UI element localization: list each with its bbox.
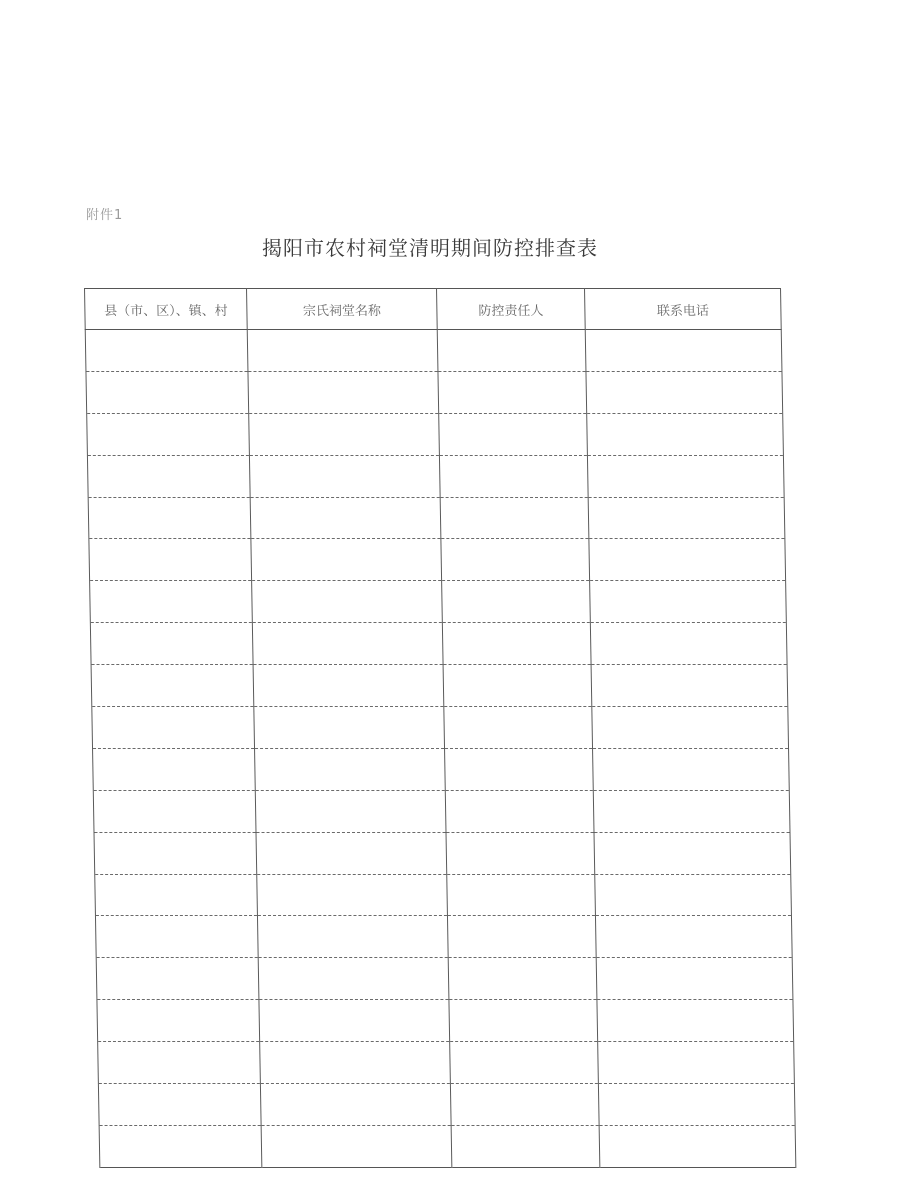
cell-ancestral-hall-name: [249, 455, 440, 497]
cell-contact-phone: [591, 665, 788, 707]
table-row: [86, 371, 783, 413]
cell-responsible-person: [446, 832, 595, 874]
cell-contact-phone: [599, 1125, 796, 1167]
cell-contact-phone: [592, 707, 789, 749]
cell-contact-phone: [593, 790, 790, 832]
cell-location: [89, 539, 252, 581]
cell-contact-phone: [595, 916, 792, 958]
cell-responsible-person: [442, 581, 591, 623]
cell-location: [95, 874, 258, 916]
cell-responsible-person: [449, 1000, 598, 1042]
header-contact-phone: 联系电话: [585, 289, 782, 330]
cell-responsible-person: [448, 958, 597, 1000]
survey-table: [84, 288, 796, 1168]
cell-responsible-person: [444, 707, 593, 749]
cell-location: [86, 371, 249, 413]
cell-ancestral-hall-name: [252, 623, 443, 665]
cell-ancestral-hall-name: [257, 874, 448, 916]
cell-location: [98, 1042, 261, 1084]
cell-ancestral-hall-name: [260, 1042, 451, 1084]
cell-location: [93, 790, 256, 832]
cell-responsible-person: [443, 665, 592, 707]
cell-location: [90, 581, 253, 623]
table-row: [93, 748, 790, 790]
cell-location: [92, 707, 255, 749]
cell-ancestral-hall-name: [260, 1084, 451, 1126]
table-header: [85, 289, 782, 330]
table-row: [85, 330, 782, 372]
header-row: [85, 289, 782, 330]
cell-contact-phone: [593, 748, 790, 790]
cell-ancestral-hall-name: [259, 1000, 450, 1042]
table-row: [87, 413, 784, 455]
table-row: [87, 455, 784, 497]
table-row: [90, 581, 787, 623]
cell-ancestral-hall-name: [247, 330, 438, 372]
cell-contact-phone: [587, 455, 784, 497]
cell-location: [88, 497, 251, 539]
cell-contact-phone: [596, 958, 793, 1000]
cell-contact-phone: [589, 539, 786, 581]
cell-contact-phone: [597, 1000, 794, 1042]
table-row: [88, 497, 785, 539]
cell-responsible-person: [447, 874, 596, 916]
cell-responsible-person: [438, 371, 587, 413]
document-title: 揭阳市农村祠堂清明期间防控排查表: [262, 236, 598, 260]
cell-location: [94, 832, 257, 874]
cell-responsible-person: [439, 455, 588, 497]
cell-ancestral-hall-name: [248, 371, 439, 413]
cell-responsible-person: [437, 330, 586, 372]
cell-location: [90, 623, 253, 665]
cell-responsible-person: [450, 1084, 599, 1126]
table-row: [98, 1042, 795, 1084]
cell-contact-phone: [598, 1042, 795, 1084]
header-location: 县（市、区）、镇、村: [85, 289, 248, 330]
cell-location: [95, 916, 258, 958]
attachment-label: 附件1: [86, 208, 124, 223]
cell-responsible-person: [450, 1042, 599, 1084]
cell-contact-phone: [590, 623, 787, 665]
cell-location: [99, 1125, 262, 1167]
cell-ancestral-hall-name: [253, 665, 444, 707]
cell-ancestral-hall-name: [256, 832, 447, 874]
cell-ancestral-hall-name: [257, 916, 448, 958]
cell-contact-phone: [590, 581, 787, 623]
cell-location: [87, 455, 250, 497]
table-row: [94, 832, 791, 874]
cell-responsible-person: [441, 539, 590, 581]
header-responsible-person: 防控责任人: [437, 289, 586, 330]
cell-contact-phone: [598, 1084, 795, 1126]
table-row: [97, 1000, 794, 1042]
cell-responsible-person: [445, 790, 594, 832]
cell-location: [97, 1000, 260, 1042]
cell-ancestral-hall-name: [258, 958, 449, 1000]
table-row: [92, 707, 789, 749]
cell-contact-phone: [594, 832, 791, 874]
cell-ancestral-hall-name: [254, 707, 445, 749]
cell-responsible-person: [445, 748, 594, 790]
table-row: [98, 1084, 795, 1126]
table-row: [95, 916, 792, 958]
cell-location: [96, 958, 259, 1000]
cell-responsible-person: [451, 1125, 600, 1167]
cell-responsible-person: [439, 413, 588, 455]
cell-contact-phone: [586, 371, 783, 413]
cell-responsible-person: [447, 916, 596, 958]
cell-responsible-person: [442, 623, 591, 665]
table-row: [96, 958, 793, 1000]
cell-contact-phone: [588, 497, 785, 539]
survey-table-container: [84, 288, 795, 1166]
table-body: [85, 330, 796, 1168]
table-row: [99, 1125, 796, 1167]
table-row: [93, 790, 790, 832]
cell-ancestral-hall-name: [251, 539, 442, 581]
cell-location: [85, 330, 248, 372]
cell-contact-phone: [595, 874, 792, 916]
cell-location: [93, 748, 256, 790]
cell-responsible-person: [440, 497, 589, 539]
cell-location: [87, 413, 250, 455]
cell-ancestral-hall-name: [249, 413, 440, 455]
cell-contact-phone: [585, 330, 782, 372]
cell-contact-phone: [587, 413, 784, 455]
cell-location: [98, 1084, 261, 1126]
cell-ancestral-hall-name: [261, 1125, 452, 1167]
cell-ancestral-hall-name: [255, 790, 446, 832]
table-row: [91, 665, 788, 707]
cell-ancestral-hall-name: [255, 748, 446, 790]
table-row: [90, 623, 787, 665]
header-ancestral-hall-name: 宗氏祠堂名称: [247, 289, 438, 330]
cell-ancestral-hall-name: [250, 497, 441, 539]
cell-ancestral-hall-name: [252, 581, 443, 623]
cell-location: [91, 665, 254, 707]
table-row: [95, 874, 792, 916]
table-row: [89, 539, 786, 581]
